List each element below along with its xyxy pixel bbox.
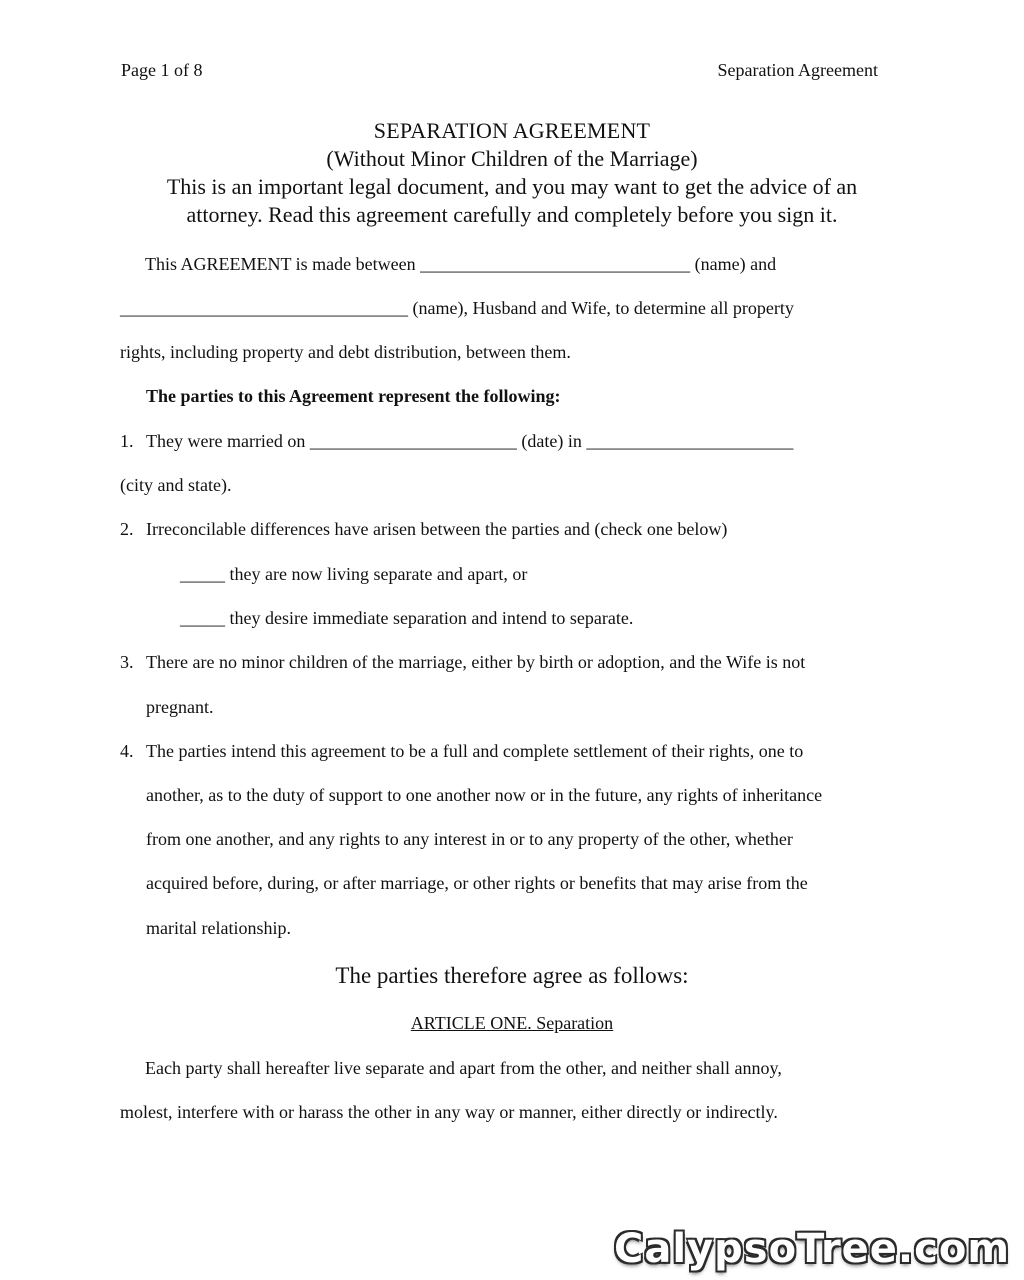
legal-notice-line-1: This is an important legal document, and you may want to get the advice of an <box>166 174 858 199</box>
intro-line-1: This AGREEMENT is made between ______________________________ (name) and <box>145 254 777 274</box>
page-indicator: Page 1 of 8 <box>121 60 203 80</box>
article-one-heading-text: ARTICLE ONE. Separation <box>410 1013 614 1033</box>
item-2-line-1: Irreconcilable differences have arisen between the parties and (check one below) <box>146 519 728 539</box>
item-2-option-1: _____ they are now living separate and apart, or <box>180 564 528 584</box>
article-one-line-1: Each party shall hereafter live separate and apart from the other, and neither shall annoy, <box>145 1058 782 1078</box>
item-3-line-1: There are no minor children of the marriage, either by birth or adoption, and the Wife is not <box>146 652 806 672</box>
item-4-line-4: acquired before, during, or after marriage, or other rights or benefits that may arise from the <box>146 873 808 893</box>
item-1-line-2: (city and state). <box>120 475 232 495</box>
item-1-line-1: They were married on _______________________ (date) in _______________________ <box>146 431 794 451</box>
item-4-line-3: from one another, and any rights to any interest in or to any property of the other, whether <box>146 829 793 849</box>
item-number: 3. <box>120 652 134 672</box>
item-number: 1. <box>120 431 134 451</box>
document-title: SEPARATION AGREEMENT <box>373 118 651 143</box>
item-number: 2. <box>120 519 134 539</box>
item-2-option-2: _____ they desire immediate separation and intend to separate. <box>180 608 634 628</box>
item-4-line-2: another, as to the duty of support to one another now or in the future, any rights of inheritance <box>146 785 823 805</box>
represent-heading: The parties to this Agreement represent the following: <box>146 386 561 406</box>
item-4-line-1: The parties intend this agreement to be a full and complete settlement of their rights, one to <box>146 741 804 761</box>
watermark-logo: CalypsoTree.com <box>614 1226 1010 1272</box>
item-4-line-5: marital relationship. <box>146 918 291 938</box>
item-3-line-2: pregnant. <box>146 697 214 717</box>
article-one-heading <box>0 1013 1024 1034</box>
intro-line-2: ________________________________ (name), Husband and Wife, to determine all property <box>120 298 794 318</box>
document-running-title: Separation Agreement <box>717 60 878 80</box>
legal-notice-line-2: attorney. Read this agreement carefully and completely before you sign it. <box>186 202 838 227</box>
agree-heading: The parties therefore agree as follows: <box>335 963 689 988</box>
document-subtitle: (Without Minor Children of the Marriage) <box>326 146 698 171</box>
article-one-line-2: molest, interfere with or harass the other in any way or manner, either directly or indirectly. <box>120 1102 778 1122</box>
intro-line-3: rights, including property and debt distribution, between them. <box>120 342 571 362</box>
item-number: 4. <box>120 741 134 761</box>
